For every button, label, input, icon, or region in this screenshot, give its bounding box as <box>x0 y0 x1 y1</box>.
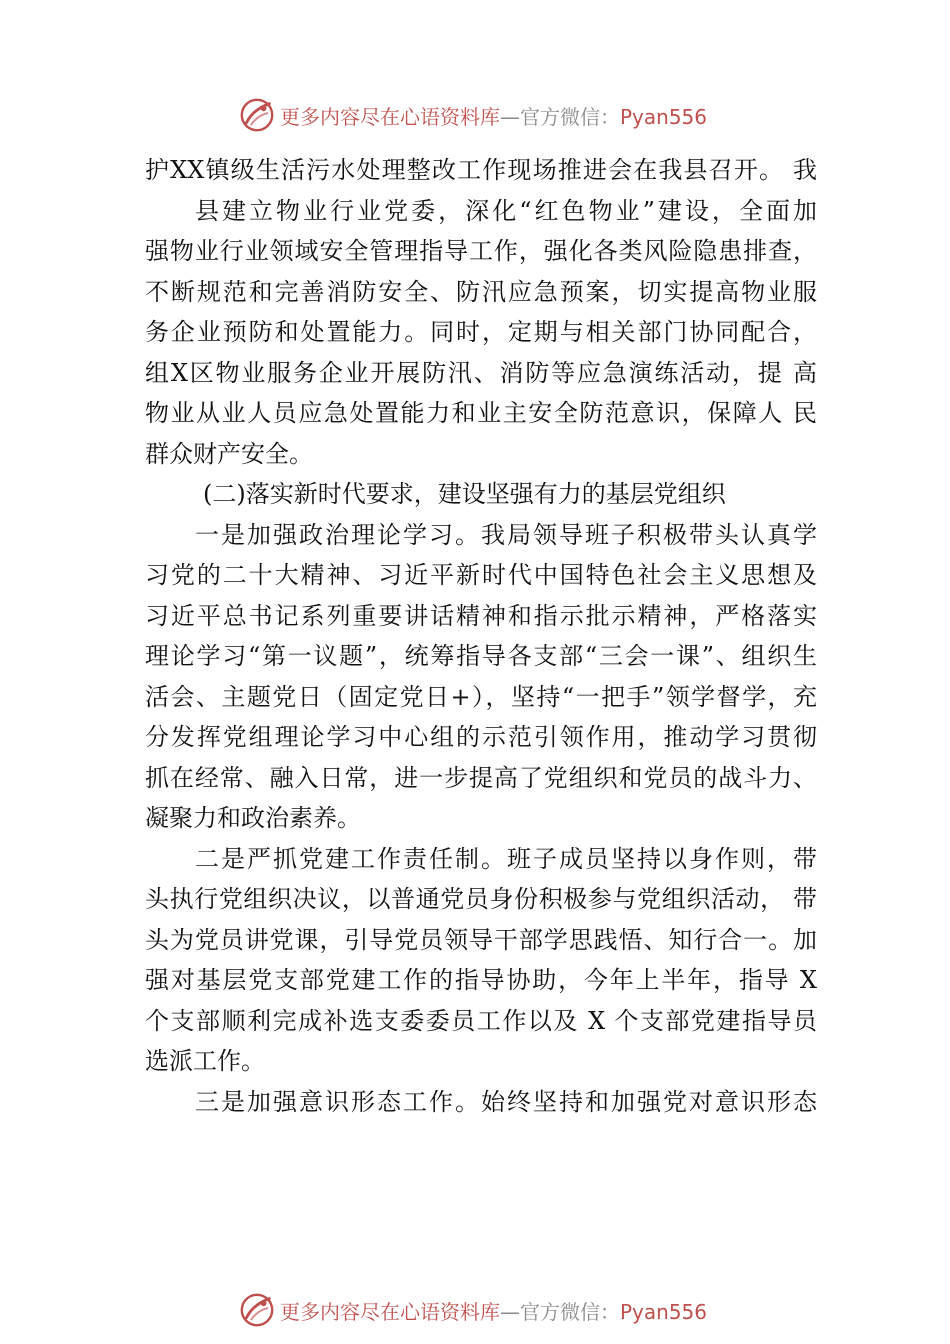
body-text-line: 凝聚力和政治素养。 <box>145 804 361 832</box>
body-text-line: 物业从业人员应急处置能力和业主安全防范意识，保障人 民 <box>145 399 817 427</box>
watermark-dash: — <box>500 1299 520 1324</box>
section-heading: (二)落实新时代要求，建设坚强有力的基层党组织 <box>203 480 726 508</box>
body-text-line: 三是加强意识形态工作。始终坚持和加强党对意识形态 <box>195 1087 817 1116</box>
body-text-line: 不断规范和完善消防安全、防汛应急预案，切实提高物业服 <box>145 277 817 306</box>
body-text-line: 习近平总书记系列重要讲话精神和指示批示精神，严格落实 <box>145 601 817 630</box>
watermark-red-text: 更多内容尽在心语资料库 <box>280 104 500 129</box>
body-text-line: 选派工作。 <box>145 1047 265 1075</box>
body-text-line: 分发挥党组理论学习中心组的示范引领作用，推动学习贯彻 <box>145 723 817 751</box>
document-body <box>145 150 817 1122</box>
body-text-line: 群众财产安全。 <box>145 439 313 468</box>
body-text-line: 二是严抓党建工作责任制。班子成员坚持以身作则，带 <box>195 844 817 873</box>
body-text-line: 个支部顺利完成补选支委委员工作以及 X 个支部党建指导员 <box>145 1006 817 1035</box>
watermark-banner-bottom <box>238 1290 798 1330</box>
watermark-text <box>280 101 707 130</box>
watermark-account: Pyan556 <box>620 1299 708 1324</box>
watermark-gray-text: 官方微信： <box>520 104 620 129</box>
body-text-line: 头为党员讲党课，引导党员领导干部学思践悟、知行合一。加 <box>145 925 817 954</box>
body-text-line: 头执行党组织决议，以普通党员身份积极参与党组织活动， 带 <box>145 885 817 913</box>
body-text-line: 强对基层党支部党建工作的指导协助，今年上半年，指导 X <box>145 966 817 994</box>
body-text-line: 强物业行业领域安全管理指导工作，强化各类风险隐患排查， <box>145 237 817 265</box>
watermark-text <box>280 1296 707 1325</box>
body-text-line: 护XX镇级生活污水处理整改工作现场推进会在我县召开。 我 <box>145 156 817 184</box>
watermark-red-text: 更多内容尽在心语资料库 <box>280 1299 500 1324</box>
body-text-line: 一是加强政治理论学习。我局领导班子积极带头认真学 <box>195 520 817 549</box>
body-text-line: 理论学习“第一议题”，统筹指导各支部“三会一课”、组织生 <box>145 642 817 670</box>
body-text-line: 抓在经常、融入日常，进一步提高了党组织和党员的战斗力、 <box>145 763 817 792</box>
watermark-gray-text: 官方微信： <box>520 1299 620 1324</box>
logo-icon <box>238 96 276 134</box>
watermark-account: Pyan556 <box>620 104 708 129</box>
watermark-banner-top <box>238 95 798 135</box>
logo-icon <box>238 1291 276 1329</box>
body-text-line: 习党的二十大精神、习近平新时代中国特色社会主义思想及 <box>145 561 817 589</box>
body-text-line: 务企业预防和处置能力。同时，定期与相关部门协同配合， <box>145 318 817 346</box>
watermark-dash: — <box>500 104 520 129</box>
body-text-line: 组X区物业服务企业开展防汛、消防等应急演练活动，提 高 <box>145 358 817 387</box>
body-text-line: 活会、主题党日（固定党日+），坚持“一把手”领学督学，充 <box>145 682 817 711</box>
body-text-line: 县建立物业行业党委，深化“红色物业”建设，全面加 <box>195 196 817 225</box>
